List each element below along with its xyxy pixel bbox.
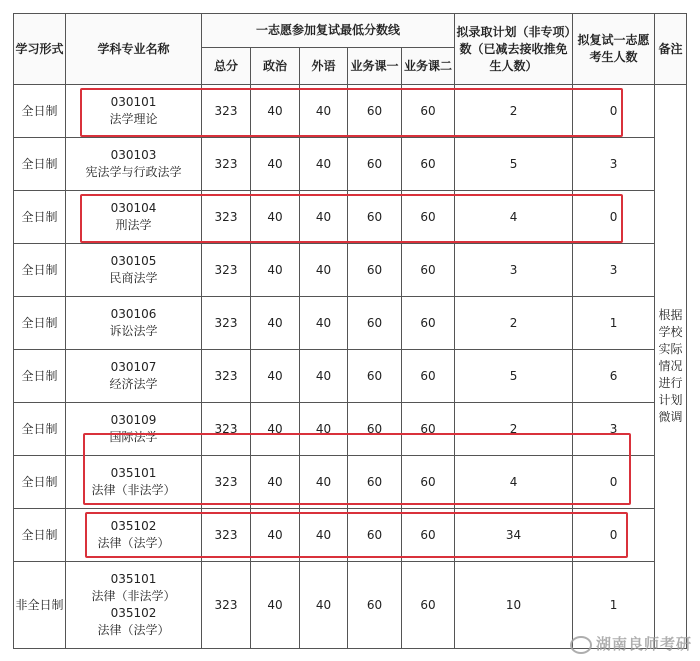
cell-mode: 全日制: [14, 138, 66, 191]
cell-major: [66, 297, 202, 350]
cell-foreign: 40: [300, 456, 348, 509]
cell-total: 323: [202, 350, 251, 403]
major-name: 国际法学: [109, 430, 158, 444]
cell-course2: 60: [402, 509, 455, 562]
major-name: 法学理论: [109, 112, 158, 126]
cell-plan: 34: [455, 509, 573, 562]
cell-course1: 60: [348, 456, 402, 509]
major-code: 030107: [110, 360, 157, 374]
cell-foreign: 40: [300, 509, 348, 562]
cell-plan: 2: [455, 297, 573, 350]
cell-plan: 2: [455, 85, 573, 138]
cell-course1: 60: [348, 562, 402, 649]
cell-mode: 全日制: [14, 456, 66, 509]
cell-retest: 0: [573, 191, 655, 244]
cell-mode: 全日制: [14, 85, 66, 138]
cell-politics: 40: [251, 297, 300, 350]
major-code: 035102: [110, 606, 157, 620]
cell-course1: 60: [348, 297, 402, 350]
cell-mode: 全日制: [14, 191, 66, 244]
major-name: 法律（法学）: [97, 536, 170, 550]
cell-mode: 全日制: [14, 244, 66, 297]
cell-total: 323: [202, 509, 251, 562]
cell-plan: 4: [455, 191, 573, 244]
cell-course1: 60: [348, 138, 402, 191]
major-name: 刑法学: [115, 218, 152, 232]
cell-retest: 0: [573, 456, 655, 509]
cell-course1: 60: [348, 509, 402, 562]
table-row: [14, 138, 687, 191]
cell-foreign: 40: [300, 85, 348, 138]
major-name: 经济法学: [109, 377, 158, 391]
header-note: 备注: [655, 14, 687, 85]
header-course1: 业务课一: [348, 48, 402, 85]
cell-course1: 60: [348, 350, 402, 403]
cell-foreign: 40: [300, 244, 348, 297]
major-code: 035101: [110, 572, 157, 586]
cell-plan: 5: [455, 138, 573, 191]
cell-foreign: 40: [300, 350, 348, 403]
cell-course2: 60: [402, 244, 455, 297]
cell-foreign: 40: [300, 403, 348, 456]
cell-mode: 全日制: [14, 350, 66, 403]
cell-politics: 40: [251, 509, 300, 562]
cell-total: 323: [202, 297, 251, 350]
header-politics: 政治: [251, 48, 300, 85]
cell-major: [66, 138, 202, 191]
major-code: 030106: [110, 307, 157, 321]
cell-plan: 5: [455, 350, 573, 403]
watermark-text: 湖南良师考研: [595, 635, 692, 653]
cell-retest: 3: [573, 138, 655, 191]
highlight-box: [85, 512, 628, 558]
cell-foreign: 40: [300, 562, 348, 649]
cell-retest: 3: [573, 244, 655, 297]
cell-course2: 60: [402, 403, 455, 456]
cell-course2: 60: [402, 138, 455, 191]
cell-retest: 1: [573, 562, 655, 649]
major-name: 法律（法学）: [97, 623, 170, 637]
cell-course2: 60: [402, 562, 455, 649]
cell-retest: 6: [573, 350, 655, 403]
cell-politics: 40: [251, 191, 300, 244]
header-course2: 业务课二: [402, 48, 455, 85]
header-foreign: 外语: [300, 48, 348, 85]
major-name: 民商法学: [109, 271, 158, 285]
major-code: 030104: [110, 201, 157, 215]
major-name: 法律（非法学）: [91, 483, 176, 497]
cell-major: [66, 350, 202, 403]
cell-retest: 1: [573, 297, 655, 350]
cell-total: 323: [202, 456, 251, 509]
major-code: 035101: [110, 466, 157, 480]
cell-politics: 40: [251, 138, 300, 191]
cell-total: 323: [202, 85, 251, 138]
major-code: 030103: [110, 148, 157, 162]
header-major: 学科专业名称: [66, 14, 202, 85]
cell-retest: 3: [573, 403, 655, 456]
cell-course2: 60: [402, 456, 455, 509]
table-row: [14, 244, 687, 297]
cell-course2: 60: [402, 297, 455, 350]
cell-course2: 60: [402, 191, 455, 244]
cell-total: 323: [202, 138, 251, 191]
cell-mode: 全日制: [14, 297, 66, 350]
cell-course1: 60: [348, 244, 402, 297]
major-code: 030105: [110, 254, 157, 268]
cell-politics: 40: [251, 562, 300, 649]
major-code: 035102: [110, 519, 157, 533]
weibo-logo-icon: [570, 636, 592, 654]
major-name: 宪法学与行政法学: [85, 165, 182, 179]
header-retest: 拟复试一志愿考生人数: [573, 14, 655, 85]
cell-foreign: 40: [300, 297, 348, 350]
header-mode: 学习形式: [14, 14, 66, 85]
table-row: [14, 297, 687, 350]
cell-mode: 全日制: [14, 509, 66, 562]
cell-retest: 0: [573, 509, 655, 562]
cell-plan: 10: [455, 562, 573, 649]
cell-mode: 全日制: [14, 403, 66, 456]
cell-politics: 40: [251, 403, 300, 456]
cell-course1: 60: [348, 191, 402, 244]
cell-plan: 2: [455, 403, 573, 456]
cell-politics: 40: [251, 456, 300, 509]
cell-mode: 非全日制: [14, 562, 66, 649]
major-name: 法律（非法学）: [91, 589, 176, 603]
highlight-box: [80, 88, 623, 137]
cell-total: 323: [202, 403, 251, 456]
cell-politics: 40: [251, 350, 300, 403]
highlight-box: [80, 194, 623, 243]
cell-retest: 0: [573, 85, 655, 138]
cell-plan: 4: [455, 456, 573, 509]
cell-foreign: 40: [300, 191, 348, 244]
highlight-box: [83, 433, 631, 505]
header-total: 总分: [202, 48, 251, 85]
cell-total: 323: [202, 191, 251, 244]
cell-major: [66, 562, 202, 649]
header-plan: 拟录取计划（非专项）数（已减去接收推免生人数）: [455, 14, 573, 85]
cell-politics: 40: [251, 85, 300, 138]
major-code: 030109: [110, 413, 157, 427]
cell-course2: 60: [402, 85, 455, 138]
watermark: [570, 633, 692, 654]
cell-foreign: 40: [300, 138, 348, 191]
header-row-1: [14, 14, 687, 48]
cell-politics: 40: [251, 244, 300, 297]
table-row: [14, 350, 687, 403]
cell-course1: 60: [348, 403, 402, 456]
major-name: 诉讼法学: [109, 324, 158, 338]
cell-major: [66, 244, 202, 297]
major-code: 030101: [110, 95, 157, 109]
cell-plan: 3: [455, 244, 573, 297]
cell-note: 根据学校实际情况进行计划微调: [655, 85, 687, 649]
cell-total: 323: [202, 244, 251, 297]
cell-course2: 60: [402, 350, 455, 403]
cell-course1: 60: [348, 85, 402, 138]
header-scores-group: 一志愿参加复试最低分数线: [202, 14, 455, 48]
cell-total: 323: [202, 562, 251, 649]
